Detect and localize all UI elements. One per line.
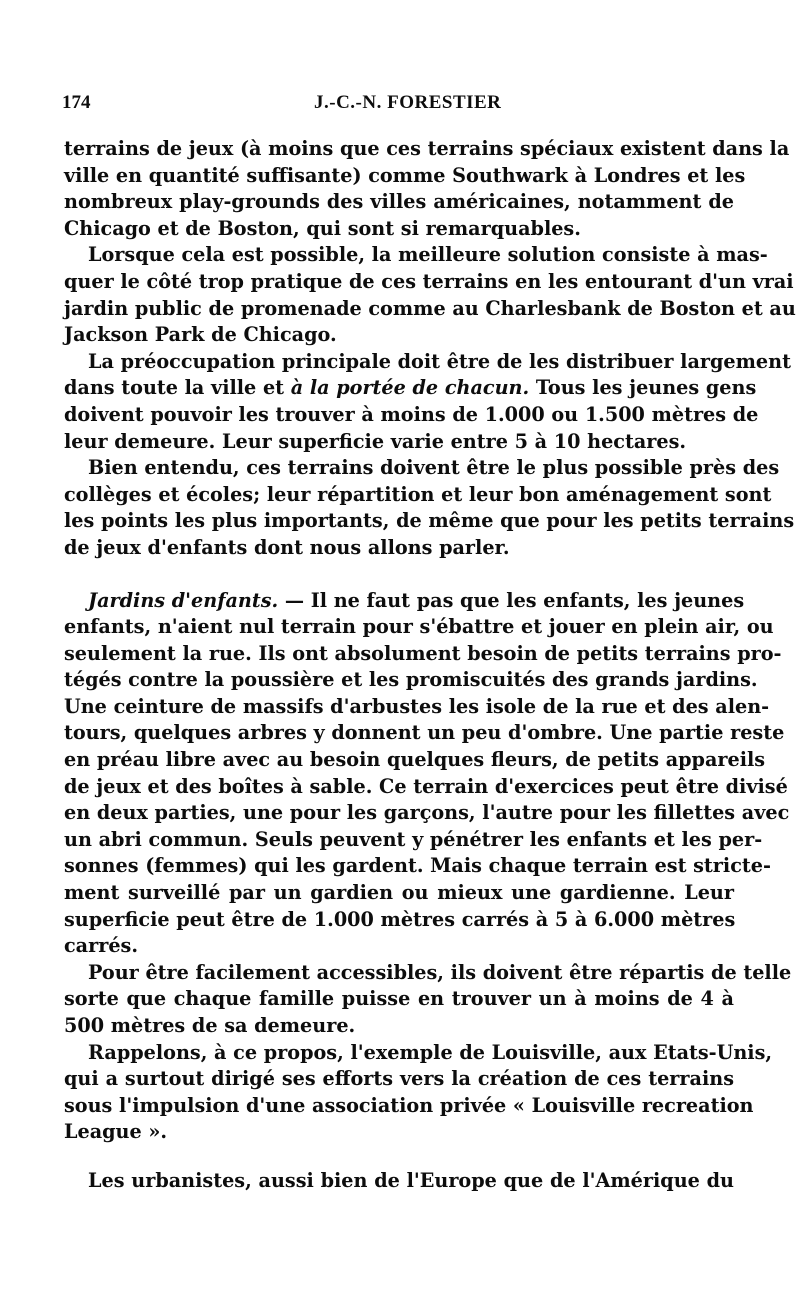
text-line <box>64 375 757 402</box>
section-heading: Jardins d'enfants. <box>88 588 279 612</box>
text-line: en préau libre avec au besoin quelques fleurs, de petits appareils <box>64 748 766 772</box>
body-text <box>64 136 796 1195</box>
text-line: superficie peut être de 1.000 mètres carrés à 5 à 6.000 mètres <box>64 907 736 931</box>
text-line: seulement la rue. Ils ont absolument besoin de petits terrains pro- <box>64 641 782 665</box>
text-line: Jackson Park de Chicago. <box>64 323 337 347</box>
text-line: La préoccupation principale doit être de les distribuer largement <box>88 349 791 373</box>
text-line: carrés. <box>64 934 139 958</box>
text-line: sous l'impulsion d'une association privée « Louisville recreation <box>64 1093 754 1117</box>
text-line: un abri commun. Seuls peuvent y pénétrer les enfants et les per- <box>64 827 763 851</box>
text-line: League ». <box>64 1120 168 1144</box>
paragraph <box>64 349 791 455</box>
text-line: Bien entendu, ces terrains doivent être le plus possible près des <box>88 456 780 480</box>
paragraph <box>64 1168 734 1195</box>
italic-phrase: à la portée de chacun. <box>290 376 530 400</box>
text-line: sonnes (femmes) qui les gardent. Mais chaque terrain est stricte- <box>64 854 771 878</box>
text-line: quer le côté trop pratique de ces terrains en les entourant d'un vrai <box>64 269 794 293</box>
paragraph <box>64 455 795 561</box>
text-line: qui a surtout dirigé ses efforts vers la création de ces terrains <box>64 1067 734 1091</box>
text-line: terrains de jeux (à moins que ces terrains spéciaux existent dans la <box>64 137 790 160</box>
text-line: leur demeure. Leur superficie varie entre 5 à 10 hectares. <box>64 429 687 453</box>
text-line: en deux parties, une pour les garçons, l'autre pour les fillettes avec <box>64 801 790 825</box>
text-line: collèges et écoles; leur répartition et leur bon aménagement sont <box>64 482 772 506</box>
text-line: nombreux play-grounds des villes américaines, notamment de <box>64 190 734 214</box>
paragraph <box>64 1040 773 1146</box>
text-line: Une ceinture de massifs d'arbustes les isole de la rue et des alen- <box>64 694 770 718</box>
text-line <box>64 588 745 615</box>
text-line: Rappelons, à ce propos, l'exemple de Louisville, aux Etats-Unis, <box>88 1040 773 1064</box>
text-line: enfants, n'aient nul terrain pour s'ébattre et jouer en plein air, ou <box>64 615 774 639</box>
text-line: ment surveillé par un gardien ou mieux une gardienne. Leur <box>64 881 734 905</box>
text-line: 500 mètres de sa demeure. <box>64 1014 356 1037</box>
text-line: de jeux d'enfants dont nous allons parler. <box>64 535 510 559</box>
paragraph <box>64 242 796 348</box>
text-segment: dans toute la ville et <box>64 376 285 400</box>
text-line: doivent pouvoir les trouver à moins de 1.000 ou 1.500 mètres de <box>64 402 759 426</box>
text-line: les points les plus importants, de même que pour les petits terrains <box>64 509 795 533</box>
running-title: J.-C.-N. FORESTIER <box>314 92 502 113</box>
section-gap <box>64 562 734 588</box>
paragraph <box>64 960 792 1040</box>
text-line: ville en quantité suffisante) comme Southwark à Londres et les <box>64 163 746 187</box>
text-line: sorte que chaque famille puisse en trouver un à moins de 4 à <box>64 987 734 1011</box>
text-segment: — Il ne faut pas que les enfants, les jeunes <box>284 588 745 612</box>
text-line: tours, quelques arbres y donnent un peu d'ombre. Une partie reste <box>64 721 785 745</box>
text-line: tégés contre la poussière et les promiscuités des grands jardins. <box>64 668 758 692</box>
text-line: Lorsque cela est possible, la meilleure solution consiste à mas- <box>88 243 768 267</box>
text-line: de jeux et des boîtes à sable. Ce terrain d'exercices peut être divisé <box>64 774 788 798</box>
paragraph <box>64 588 790 960</box>
text-line: jardin public de promenade comme au Charlesbank de Boston et au <box>64 296 796 320</box>
running-head <box>62 92 740 120</box>
text-line: Pour être facilement accessibles, ils doivent être répartis de telle <box>88 960 792 984</box>
section-gap <box>64 1146 734 1168</box>
text-segment: Tous les jeunes gens <box>535 376 757 400</box>
paragraph <box>64 136 790 242</box>
page-number: 174 <box>62 92 91 113</box>
text-line: Les urbanistes, aussi bien de l'Europe que de l'Amérique du <box>88 1168 734 1192</box>
text-line: Chicago et de Boston, qui sont si remarquables. <box>64 216 581 240</box>
